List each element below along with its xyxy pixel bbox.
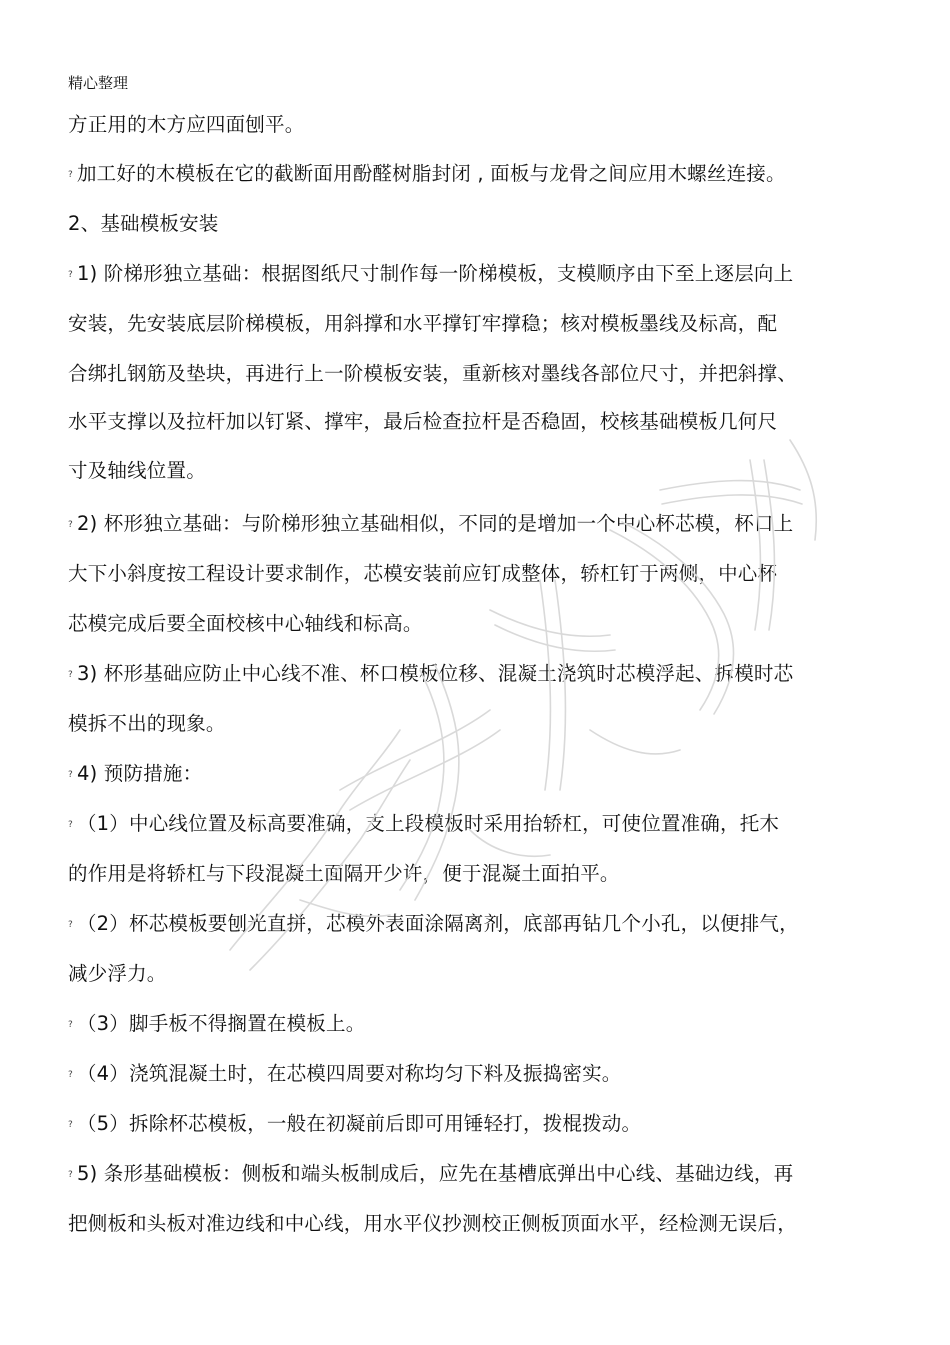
line-text: 芯模完成后要全面校核中心轴线和标高。 (68, 612, 423, 635)
line-text: （5）拆除杯芯模板，一般在初凝前后即可用锤轻打，拨棍拨动。 (76, 1112, 642, 1135)
text-line (68, 608, 423, 636)
line-text: 合绑扎钢筋及垫块，再进行上一阶模板安装，重新核对墨线各部位尺寸，并把斜撑、 (68, 362, 797, 385)
text-line (68, 508, 793, 536)
bullet-glyph: ? (68, 519, 73, 530)
text-line (68, 258, 793, 286)
line-text: （2）杯芯模板要刨光直拼，芯模外表面涂隔离剂，底部再钻几个小孔，以便排气， (76, 912, 799, 935)
text-line (68, 958, 167, 986)
line-text: 的作用是将轿杠与下段混凝土面隔开少许，便于混凝土面拍平。 (68, 862, 620, 885)
line-text: 5) 条形基础模板：侧板和端头板制成后，应先在基槽底弹出中心线、基础边线，再 (76, 1162, 794, 1185)
line-text: （1）中心线位置及标高要准确，支上段模板时采用抬轿杠，可使位置准确，托木 (76, 812, 780, 835)
text-line (68, 308, 777, 336)
bullet-glyph: ? (68, 1169, 73, 1180)
text-line (68, 358, 797, 386)
line-text: 3) 杯形基础应防止中心线不准、杯口模板位移、混凝土浇筑时芯模浮起、拆模时芯 (76, 662, 794, 685)
bullet-glyph: ? (68, 269, 73, 280)
bullet-glyph: ? (68, 169, 73, 180)
text-line (68, 109, 304, 137)
bullet-glyph: ? (68, 769, 73, 780)
text-line (68, 858, 620, 886)
text-line (68, 808, 779, 836)
text-line (68, 758, 202, 786)
text-line (68, 558, 777, 586)
line-text: 1) 阶梯形独立基础：根据图纸尺寸制作每一阶梯模板，支模顺序由下至上逐层向上 (76, 262, 794, 285)
text-line (68, 708, 226, 736)
line-text: 2、基础模板安装 (68, 212, 219, 235)
page-header: 精心整理 (68, 74, 129, 92)
bullet-glyph: ? (68, 819, 73, 830)
line-text: 4) 预防措施： (76, 762, 203, 785)
bullet-glyph: ? (68, 919, 73, 930)
line-text: （3）脚手板不得搁置在模板上。 (76, 1012, 366, 1035)
text-line (68, 1108, 641, 1136)
text-line (68, 908, 799, 936)
line-text: 水平支撑以及拉杆加以钉紧、撑牢，最后检查拉杆是否稳固，校核基础模板几何尺 (68, 410, 778, 433)
text-line (68, 1008, 365, 1036)
text-line (68, 1208, 797, 1236)
text-line (68, 208, 219, 236)
text-line (68, 406, 777, 434)
line-text: （4）浇筑混凝土时，在芯模四周要对称均匀下料及振捣密实。 (76, 1062, 622, 1085)
text-line (68, 658, 793, 686)
line-text: 安装，先安装底层阶梯模板，用斜撑和水平撑钉牢撑稳；核对模板墨线及标高，配 (68, 312, 778, 335)
line-text: 模拆不出的现象。 (68, 712, 226, 735)
line-text: 2) 杯形独立基础：与阶梯形独立基础相似，不同的是增加一个中心杯芯模，杯口上 (76, 512, 794, 535)
text-line (68, 1058, 622, 1086)
text-line (68, 1158, 793, 1186)
bullet-glyph: ? (68, 1019, 73, 1030)
line-text: 寸及轴线位置。 (68, 459, 206, 482)
bullet-glyph: ? (68, 1069, 73, 1080)
text-line (68, 455, 206, 483)
line-text: 方正用的木方应四面刨平。 (68, 113, 305, 136)
line-text: 把侧板和头板对准边线和中心线，用水平仪抄测校正侧板顶面水平，经检测无误后， (68, 1212, 797, 1235)
line-text: 加工好的木模板在它的截断面用酚醛树脂封闭 , 面板与龙骨之间应用木螺丝连接。 (76, 162, 786, 185)
line-text: 大下小斜度按工程设计要求制作，芯模安装前应钉成整体，轿杠钉于两侧，中心杯 (68, 562, 778, 585)
bullet-glyph: ? (68, 669, 73, 680)
line-text: 减少浮力。 (68, 962, 167, 985)
text-line (68, 158, 786, 186)
bullet-glyph: ? (68, 1119, 73, 1130)
